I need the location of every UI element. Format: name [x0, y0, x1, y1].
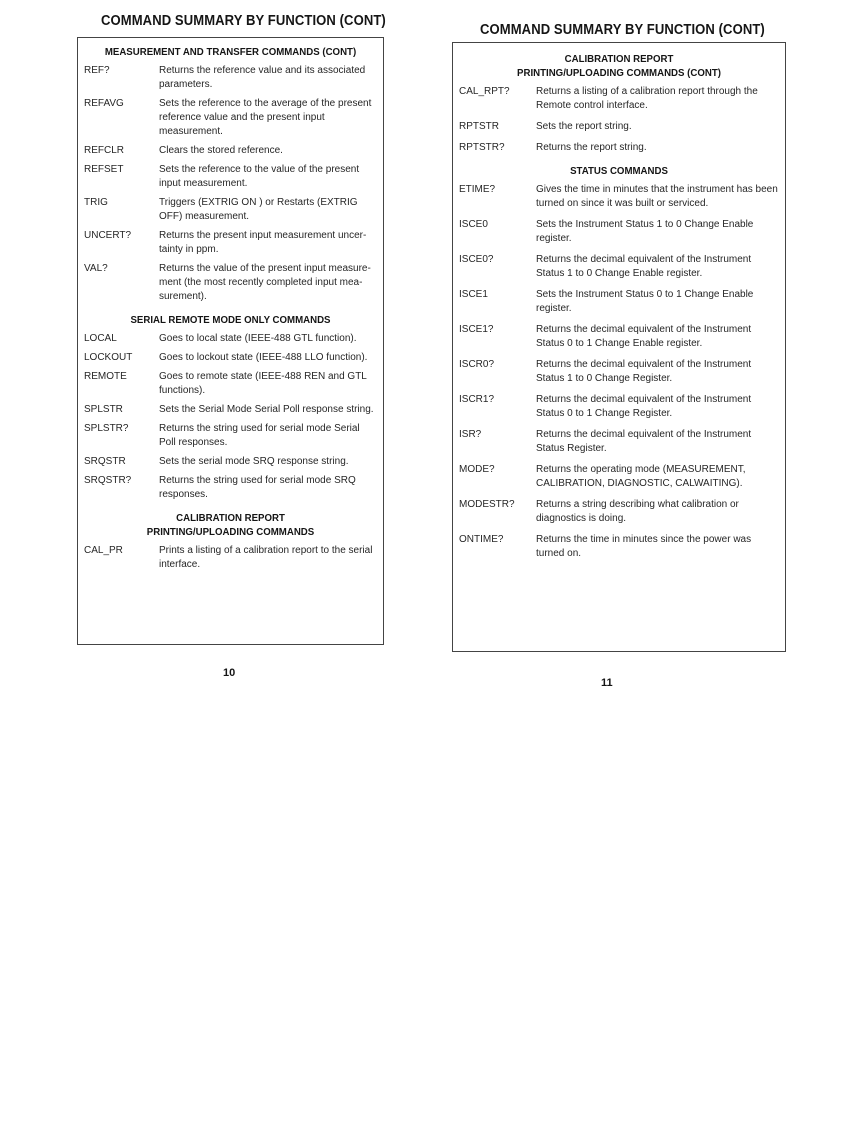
command-name: ISCR1?	[459, 394, 495, 405]
command-row	[459, 141, 779, 155]
command-name: REFAVG	[84, 98, 124, 109]
command-description: Returns a listing of a calibration report through the Remote control interface.	[536, 86, 758, 111]
command-name: MODESTR?	[459, 499, 515, 510]
command-name: REMOTE	[84, 371, 127, 382]
command-name: RPTSTR?	[459, 142, 505, 153]
command-name: ISCE0	[459, 219, 488, 230]
command-row	[459, 393, 779, 421]
command-name: ISCR0?	[459, 359, 495, 370]
command-description: Returns the time in minutes since the power was turned on.	[536, 534, 752, 559]
command-description: Returns the string used for serial mode Serial Poll responses.	[159, 423, 360, 448]
command-row	[459, 323, 779, 351]
command-description: Sets the reference to the average of the present reference value and the present input measurement.	[159, 98, 372, 137]
command-row	[459, 253, 779, 281]
command-description: Sets the report string.	[536, 121, 632, 132]
command-row	[84, 544, 377, 572]
section-heading: CALIBRATION REPORT	[176, 512, 285, 524]
command-description: Goes to local state (IEEE-488 GTL function).	[159, 333, 357, 344]
command-description: Returns the reference value and its associated parameters.	[159, 65, 366, 90]
command-name: ISCE1	[459, 289, 488, 300]
command-name: SRQSTR	[84, 456, 126, 467]
command-row	[84, 422, 377, 450]
command-name: REFCLR	[84, 145, 125, 156]
section-heading-line2: PRINTING/UPLOADING COMMANDS (CONT)	[517, 67, 721, 79]
command-name: ISR?	[459, 429, 482, 440]
command-description: Triggers (EXTRIG ON ) or Restarts (EXTRIG OFF) measurement.	[159, 197, 358, 222]
section-heading: CALIBRATION REPORT	[564, 53, 674, 65]
command-name: ETIME?	[459, 184, 496, 195]
command-row	[84, 403, 377, 417]
command-name: CAL_RPT?	[459, 86, 510, 97]
command-name: MODE?	[459, 464, 495, 475]
section-heading-line2: PRINTING/UPLOADING COMMANDS	[146, 526, 315, 538]
command-name: REFSET	[84, 164, 124, 175]
command-row	[84, 163, 377, 191]
command-description: Returns the value of the present input measure-ment (the most recently completed input mea-surement).	[159, 263, 371, 302]
command-name: VAL?	[84, 263, 108, 274]
command-description: Returns the decimal equivalent of the Instrument Status Register.	[536, 429, 752, 454]
section-heading: MEASUREMENT AND TRANSFER COMMANDS (CONT)	[104, 46, 357, 58]
command-row	[84, 229, 377, 257]
command-row	[84, 351, 377, 365]
command-description: Sets the Instrument Status 0 to 1 Change Enable register.	[536, 289, 754, 314]
command-description: Returns the operating mode (MEASUREMENT, CALIBRATION, DIAGNOSTIC, CALWAITING).	[536, 464, 746, 489]
command-row	[84, 144, 377, 158]
page-title-right: COMMAND SUMMARY BY FUNCTION (CONT)	[480, 22, 765, 38]
command-name: ONTIME?	[459, 534, 504, 545]
command-name: TRIG	[84, 197, 108, 208]
command-description: Returns the decimal equivalent of the Instrument Status 1 to 0 Change Register.	[536, 359, 752, 384]
command-description: Clears the stored reference.	[159, 145, 283, 156]
command-row	[459, 120, 779, 134]
command-row	[84, 455, 377, 469]
section-heading: STATUS COMMANDS	[570, 165, 668, 177]
command-row	[459, 218, 779, 246]
command-description: Sets the serial mode SRQ response string.	[159, 456, 349, 467]
command-name: SPLSTR	[84, 404, 123, 415]
command-name: ISCE0?	[459, 254, 494, 265]
command-row	[84, 474, 377, 502]
command-name: CAL_PR	[84, 545, 123, 556]
command-row	[459, 533, 779, 561]
command-row	[84, 97, 377, 139]
command-name: ISCE1?	[459, 324, 494, 335]
page-title-left: COMMAND SUMMARY BY FUNCTION (CONT)	[101, 13, 386, 29]
command-row	[459, 463, 779, 491]
page-number-right: 11	[601, 677, 613, 689]
command-row	[84, 64, 377, 92]
command-name: UNCERT?	[84, 230, 132, 241]
command-row	[459, 183, 779, 211]
command-row	[459, 288, 779, 316]
command-name: REF?	[84, 65, 110, 76]
command-row	[84, 332, 377, 346]
command-table-right	[452, 42, 786, 652]
command-description: Returns the report string.	[536, 142, 647, 153]
command-name: LOCKOUT	[84, 352, 133, 363]
command-row	[459, 358, 779, 386]
command-name: LOCAL	[84, 333, 117, 344]
command-row	[84, 370, 377, 398]
command-description: Sets the reference to the value of the present input measurement.	[159, 164, 360, 189]
right-page	[433, 0, 866, 1122]
command-row	[459, 428, 779, 456]
command-description: Sets the Serial Mode Serial Poll response string.	[159, 404, 374, 415]
command-description: Returns the decimal equivalent of the Instrument Status 0 to 1 Change Register.	[536, 394, 752, 419]
command-description: Goes to remote state (IEEE-488 REN and GTL functions).	[159, 371, 367, 396]
command-description: Goes to lockout state (IEEE-488 LLO function).	[159, 352, 368, 363]
command-description: Returns the present input measurement uncer-tainty in ppm.	[159, 230, 367, 255]
command-name: RPTSTR	[459, 121, 499, 132]
section-heading: SERIAL REMOTE MODE ONLY COMMANDS	[130, 314, 331, 326]
command-table-left	[77, 37, 384, 645]
command-row	[84, 196, 377, 224]
command-description: Returns the decimal equivalent of the Instrument Status 1 to 0 Change Enable register.	[536, 254, 752, 279]
command-row	[459, 85, 779, 113]
command-description: Returns the string used for serial mode SRQ responses.	[159, 475, 356, 500]
command-description: Returns the decimal equivalent of the Instrument Status 0 to 1 Change Enable register.	[536, 324, 752, 349]
command-name: SRQSTR?	[84, 475, 132, 486]
command-description: Prints a listing of a calibration report to the serial interface.	[159, 545, 373, 570]
command-description: Sets the Instrument Status 1 to 0 Change Enable register.	[536, 219, 754, 244]
command-description: Returns a string describing what calibration or diagnostics is doing.	[536, 499, 739, 524]
command-name: SPLSTR?	[84, 423, 129, 434]
page-number-left: 10	[223, 667, 236, 679]
command-row	[459, 498, 779, 526]
command-row	[84, 262, 377, 304]
command-description: Gives the time in minutes that the instrument has been turned on since it was built or serviced.	[536, 184, 778, 209]
